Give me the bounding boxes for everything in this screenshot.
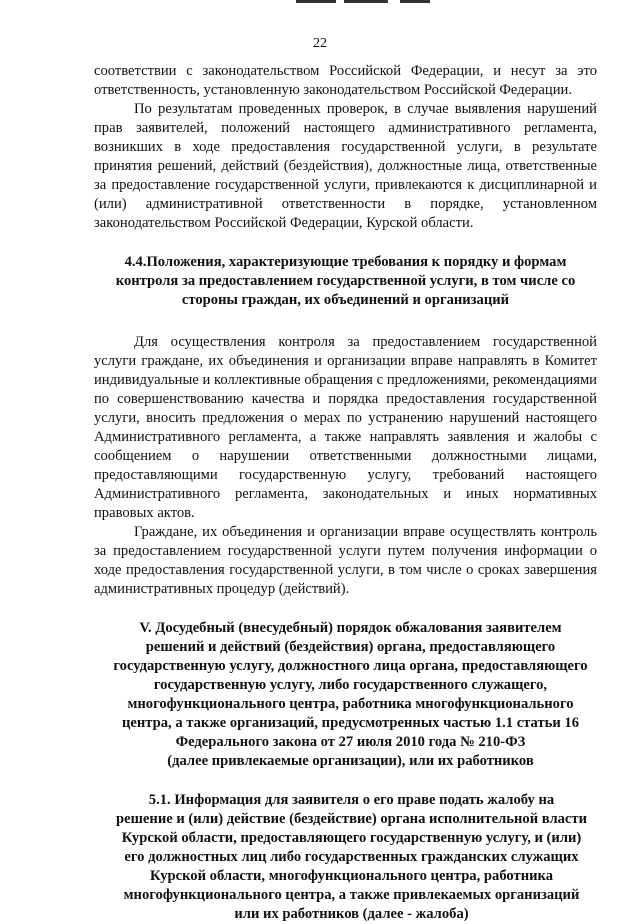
heading-line: V. Досудебный (внесудебный) порядок обжалования заявителем [139,620,562,636]
heading-line: контроля за предоставлением государственной услуги, в том числе со [115,273,576,289]
heading-line: стороны граждан, их объединений и организаций [181,292,510,308]
document-body [94,62,597,924]
heading-line: государственную услугу, либо государственного служащего, [153,677,548,693]
heading-line: государственную услугу, должностного лица органа, предоставляющего [113,658,588,674]
heading-line: 5.1. Информация для заявителя о его праве подать жалобу на [148,792,555,808]
heading-line: или их работников (далее - жалоба) [234,906,469,922]
section-heading-4-4 [94,253,597,310]
heading-line: решений и действий (бездействия) органа, предоставляющего [145,639,556,655]
heading-line: решение и (или) действие (бездействие) органа исполнительной власти [116,811,587,827]
scan-top-mark [296,0,446,4]
section-heading-v [94,619,597,771]
heading-line: Курской области, предоставляющего государственную услугу, и (или) [121,830,582,846]
heading-line: 4.4.Положения, характеризующие требования к порядку и формам [124,254,567,270]
heading-line: центра, а также организаций, предусмотренных частью 1.1 статьи 16 [121,715,580,731]
paragraph-1: соответствии с законодательством Российской Федерации, и несут за это ответственность, установленную законодательством Российской Федерации. [94,63,597,98]
paragraph-4: Граждане, их объединения и организации вправе осуществлять контроль за предоставлением государственной услуги путем получения информации о ходе предоставления государственной услуги, в том числе о сроках завершения административных процедур (действий). [94,524,597,597]
heading-line: (далее привлекаемые организации), или их работников [167,753,534,769]
heading-line: многофункционального центра, а также привлекаемых организаций [123,887,580,903]
heading-line: многофункционального центра, работника многофункционального [127,696,574,712]
heading-line: его должностных лиц либо государственных гражданских служащих [124,849,579,865]
page-number: 22 [313,36,327,51]
paragraph-2: По результатам проведенных проверок, в случае выявления нарушений прав заявителей, положений настоящего административного регламента, возникших в ходе предоставления государственной услуги, в результате принятия решений, действий (бездействия), должностные лица, ответственные за предоставление государственной услуги, привлекаются к дисциплинарной и (или) административной ответственности в порядке, установленном законодательством Российской Федерации, Курской области. [94,101,597,231]
paragraph-3: Для осуществления контроля за предоставлением государственной услуги граждане, их объединения и организации вправе направлять в Комитет индивидуальные и коллективные обращения с предложениями, рекомендациями по совершенствованию качества и порядка предоставления государственной услуги, вносить предложения о мерах по устранению нарушений настоящего Административного регламента, а также направлять заявления и жалобы с сообщением о нарушении ответственными должностными лицами, предоставляющими государственную услугу, требований настоящего Административного регламента, законодательных и иных нормативных правовых актов. [94,334,597,521]
section-heading-5-1 [94,791,597,924]
heading-line: Федерального закона от 27 июля 2010 года № 210-ФЗ [175,734,526,750]
heading-line: Курской области, многофункционального центра, работника [149,868,553,884]
